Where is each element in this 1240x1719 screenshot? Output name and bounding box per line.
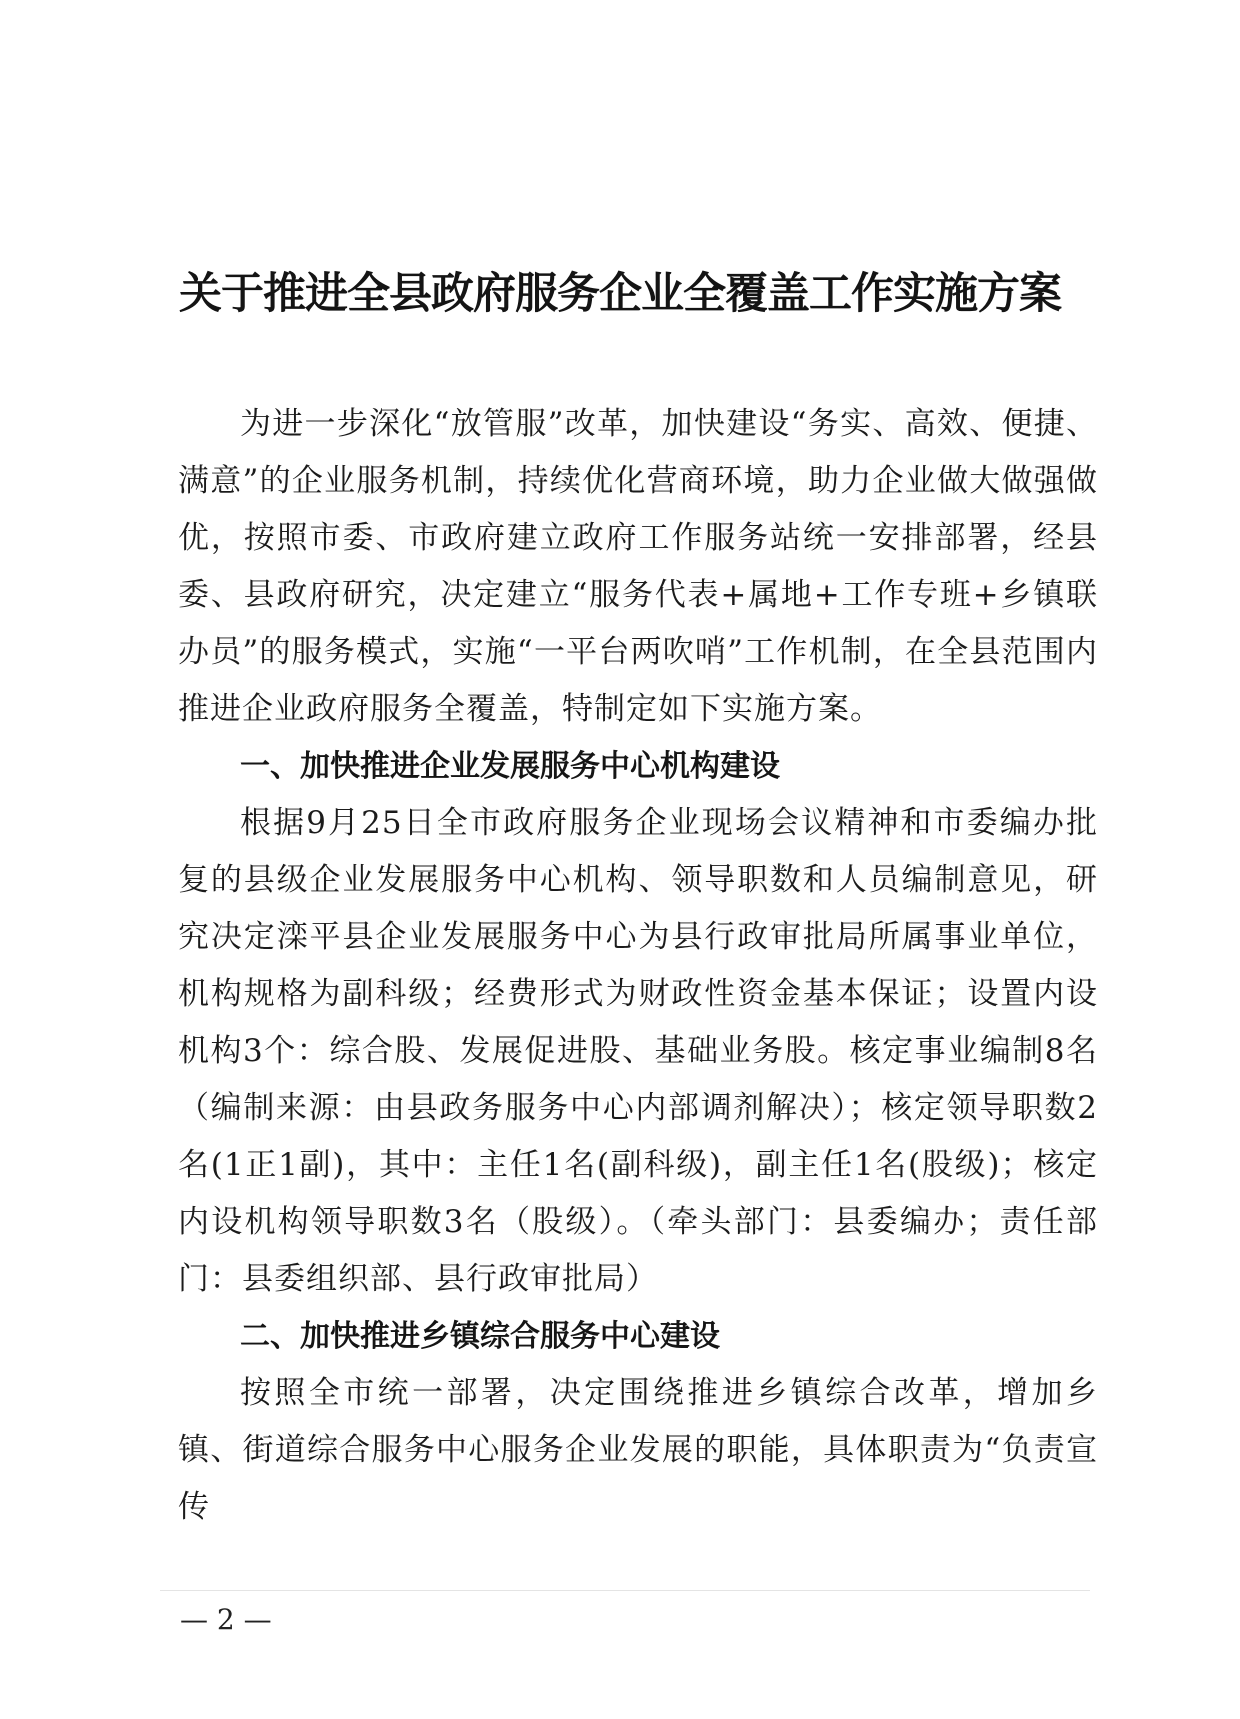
section-2-heading: 二、加快推进乡镇综合服务中心建设: [240, 1319, 720, 1354]
section-1-paragraph: 根据9月25日全市政府服务企业现场会议精神和市委编办批复的县级企业发展服务中心机构、领导职数和人员编制意见，研究决定滦平县企业发展服务中心为县行政审批局所属事业单位，机构规格为副科级；经费形式为财政性资金基本保证；设置内设机构3个：综合股、发展促进股、基础业务股。核定事业编制8名（编制来源：由县政务服务中心内部调剂解决）；核定领导职数2名(1正1副)，其中：主任1名(副科级)，副主任1名(股级)；核定内设机构领导职数3名（股级）。（牵头部门：县委编办；责任部门：县委组织部、县行政审批局）: [178, 805, 1098, 1297]
section-2-paragraph: 按照全市统一部署，决定围绕推进乡镇综合改革，增加乡镇、街道综合服务中心服务企业发展的职能，具体职责为“负责宣传: [178, 1375, 1098, 1525]
section-1-heading: 一、加快推进企业发展服务中心机构建设: [240, 749, 780, 784]
footer-divider: [160, 1590, 1090, 1591]
page-number: — 2 —: [180, 1603, 272, 1636]
intro-paragraph: 为进一步深化“放管服”改革，加快建设“务实、高效、便捷、满意”的企业服务机制，持续优化营商环境，助力企业做大做强做优，按照市委、市政府建立政府工作服务站统一安排部署，经县委、县政府研究，决定建立“服务代表+属地+工作专班+乡镇联办员”的服务模式，实施“一平台两吹哨”工作机制，在全县范围内推进企业政府服务全覆盖，特制定如下实施方案。: [178, 406, 1098, 727]
document-title: 关于推进全县政府服务企业全覆盖工作实施方案: [179, 269, 1061, 319]
document-body: [178, 396, 1098, 1536]
